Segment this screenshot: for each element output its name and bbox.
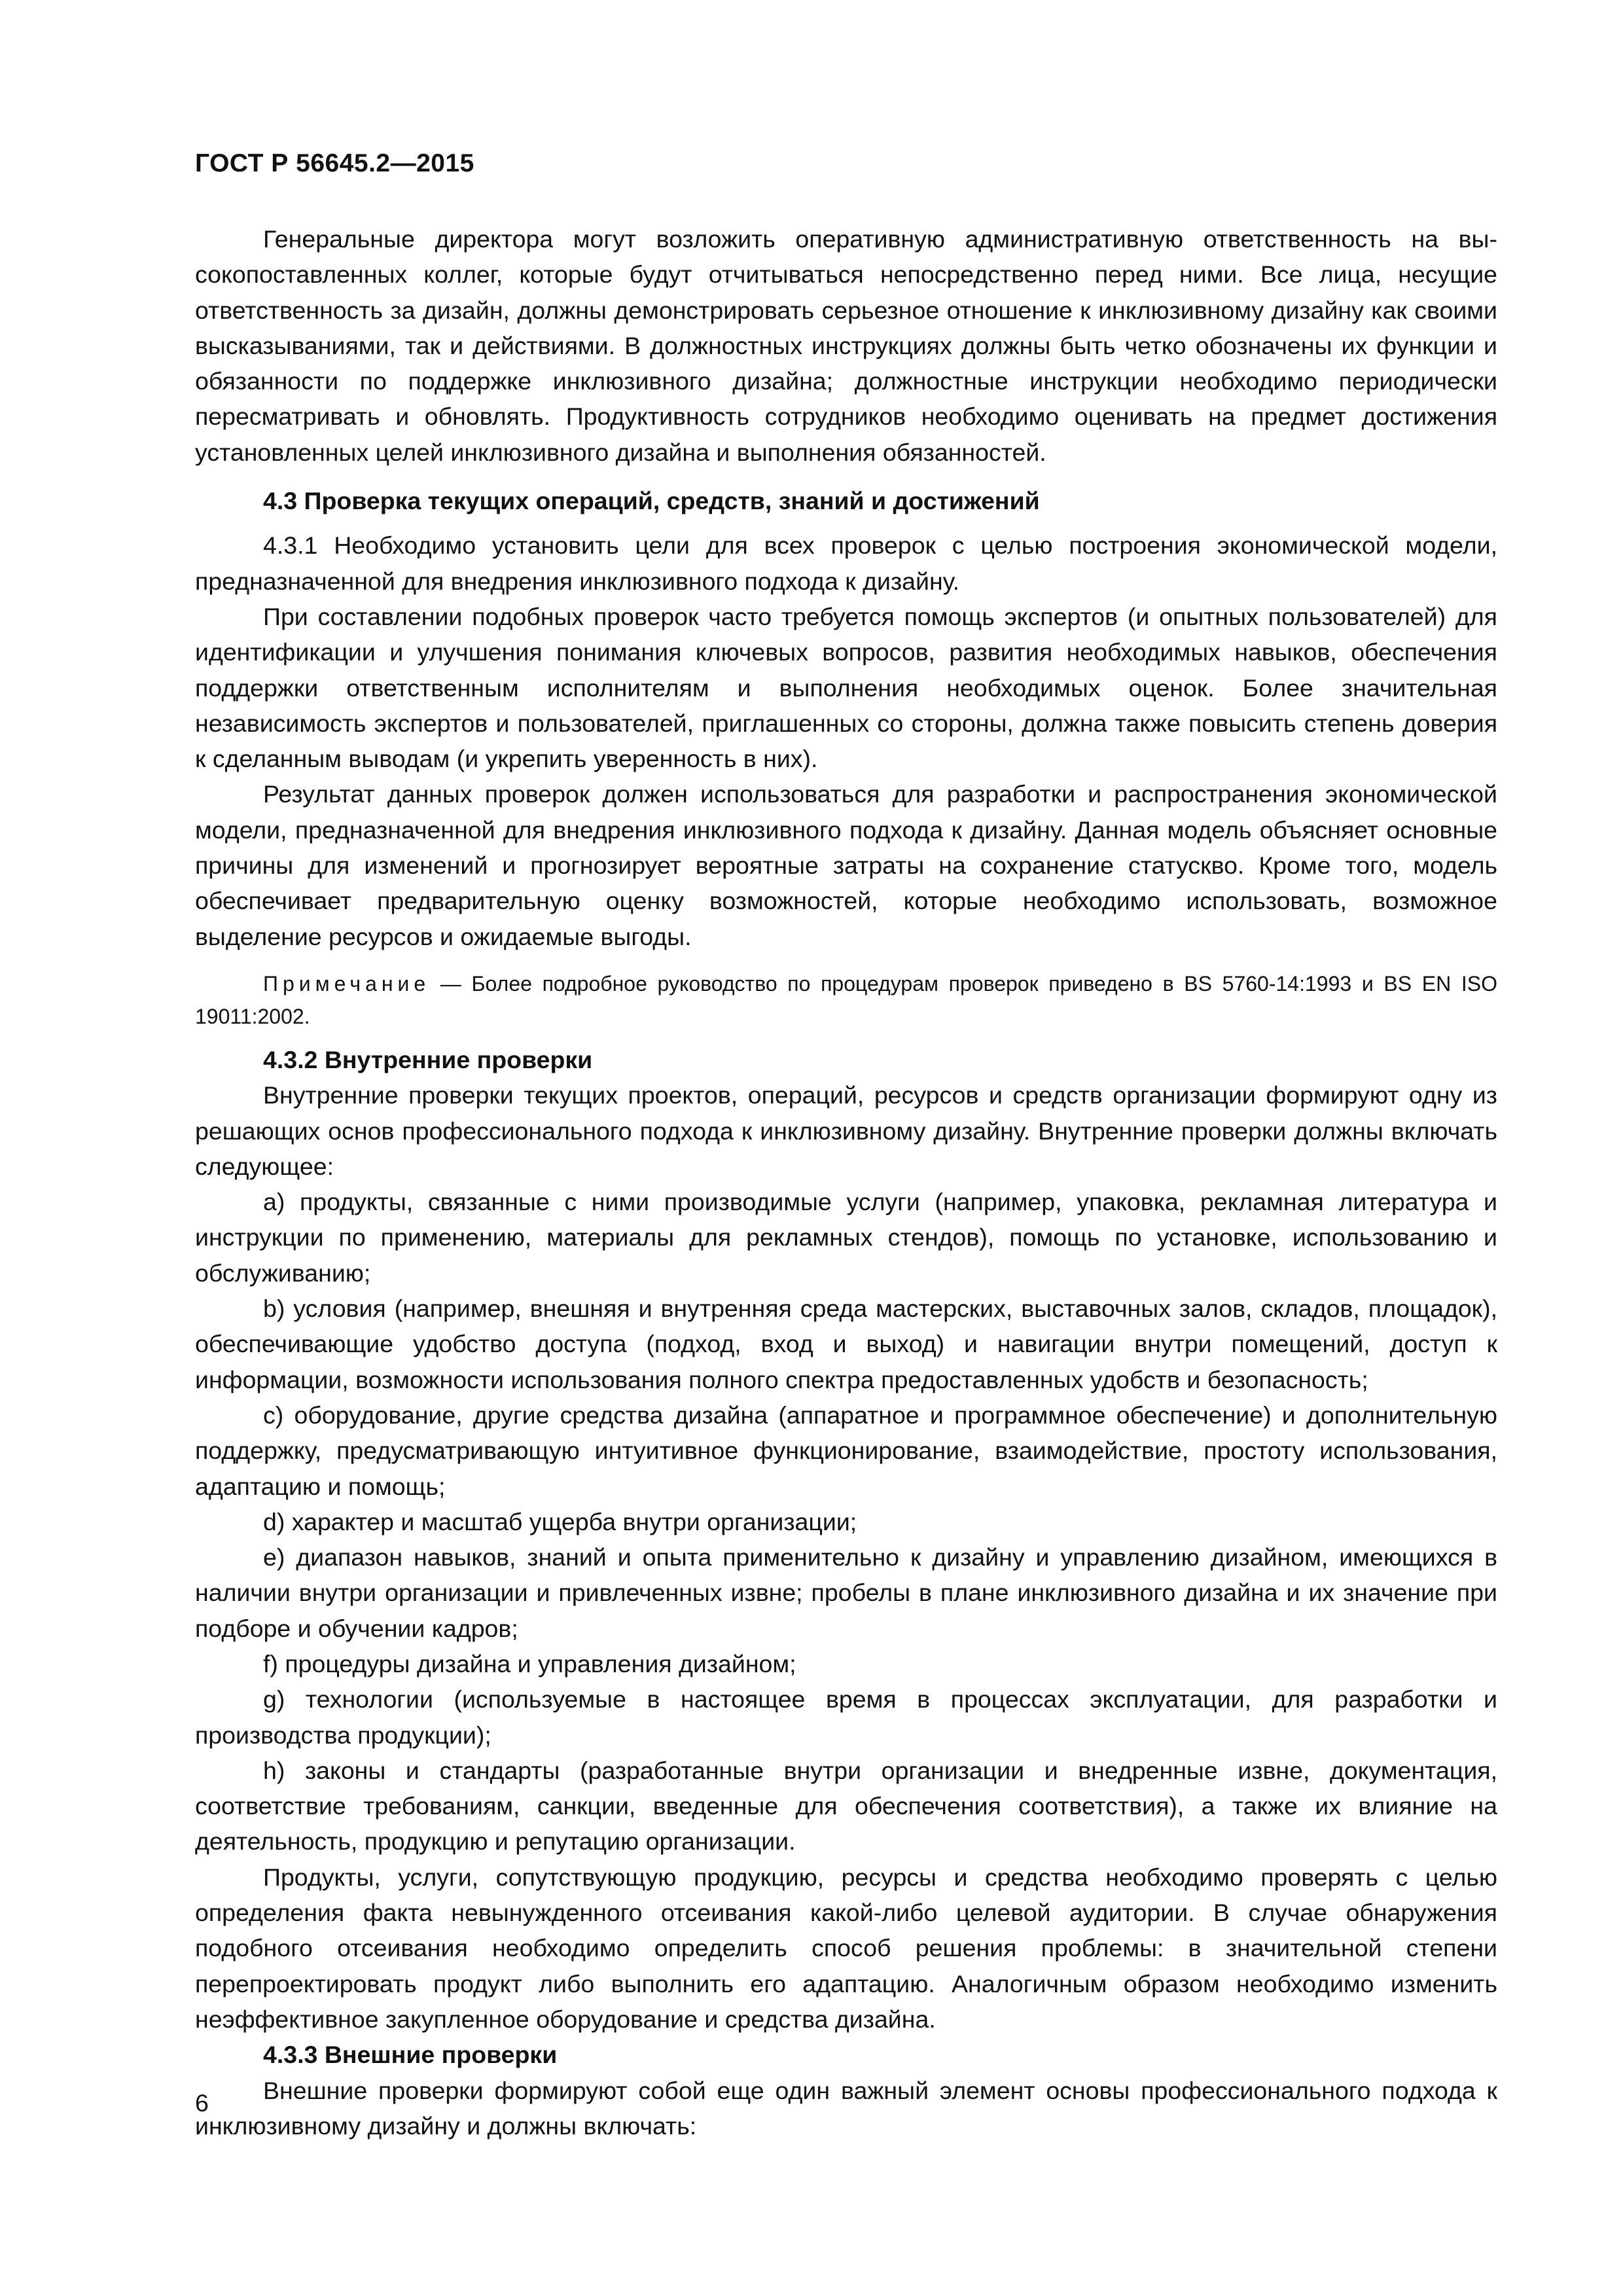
list-item-g: g) технологии (используемые в настоящее время в процессах эксплуатации, для разработки и производства продукции); <box>195 1685 1497 1749</box>
note-label: Примечание <box>263 971 431 996</box>
section-heading-4-3-2: 4.3.2 Внутренние проверки <box>263 1045 593 1073</box>
paragraph-experts: При составлении подобных проверок часто требуется помощь экспертов (и опытных пользователей) для идентификации и улучшения понимания ключевых вопросов, развития необходимых навыков, обеспечения поддержки ответственным исполнителям и выполнения необходимых оценок. Более значительная независимость экспертов и пользователей, приглашенных со стороны, должна также повысить степень доверия к сделанным выводам (и укрепить уверенность в них). <box>195 602 1497 773</box>
note-paragraph <box>195 967 1497 1033</box>
paragraph-intro: Генеральные директора могут возложить оперативную административную ответственность на высокопоставленных коллег, которые будут отчитываться непосредственно перед ними. Все лица, несущие ответственность за дизайн, должны демонстрировать серьезное отношение к инклюзивному дизайну как своими высказываниями, так и действиями. В должностных инструкциях должны быть четко обозначены их функции и обязанности по поддержке инклюзивного дизайна; должностные инструкции необходимо периодически пересматривать и обновлять. Продуктивность сотрудников необходимо оценивать на предмет достижения установленных целей инклюзивного дизайна и выполнения обязанностей. <box>195 225 1497 466</box>
list-item-a: a) продукты, связанные с ними производимые услуги (например, упаковка, рекламная литература и инструкции по применению, материалы для рекламных стендов), помощь по установке, использованию и обслуживанию; <box>195 1188 1497 1287</box>
standard-header: ГОСТ Р 56645.2—2015 <box>195 149 474 177</box>
list-item-e: e) диапазон навыков, знаний и опыта применительно к дизайну и управлению дизайном, имеющихся в наличии внутри организации и привлеченных извне; пробелы в плане инклюзивного дизайна и их значение при подборе и обучении кадров; <box>195 1543 1497 1642</box>
paragraph-result: Результат данных проверок должен использоваться для разработки и распространения экономической модели, предназначенной для внедрения инклюзивного подхода к дизайну. Данная модель объясняет основные причины для изменений и прогнозирует вероятные затраты на сохранение статускво. Кроме того, модель обеспечивает предварительную оценку возможностей, которые необходимо использовать, возможное выделение ресурсов и ожидаемые выгоды. <box>195 780 1497 950</box>
paragraph-products: Продукты, услуги, сопутствующую продукцию, ресурсы и средства необходимо проверять с целью определения факта невынужденного отсеивания какой-либо целевой аудитории. В случае обнаружения подобного отсеивания необходимо определить способ решения проблемы: в значительной степени перепроектировать продукт либо выполнить его адаптацию. Аналогичным образом необходимо изменить неэффективное закупленное оборудование и средства дизайна. <box>195 1863 1497 2033</box>
list-item-f: f) процедуры дизайна и управления дизайном; <box>263 1649 796 1677</box>
page-number: 6 <box>195 2089 209 2117</box>
list-item-b: b) условия (например, внешняя и внутренняя среда мастерских, выставочных залов, складов, площадок), обеспечивающие удобство доступа (подход, вход и выход) и навигации внутри помещений, доступ к информации, возможности использования полного спектра предоставленных удобств и безопасность; <box>195 1295 1497 1393</box>
paragraph-4-3-1: 4.3.1 Необходимо установить цели для всех проверок с целью построения экономической модели, предназначенной для внедрения инклюзивного подхода к дизайну. <box>195 531 1497 595</box>
section-heading-4-3: 4.3 Проверка текущих операций, средств, знаний и достижений <box>263 487 1040 515</box>
list-item-d: d) характер и масштаб ущерба внутри организации; <box>263 1507 857 1535</box>
list-item-h: h) законы и стандарты (разработанные внутри организации и внедренные извне, документация, соответствие требованиям, санкции, введенные для обеспечения соответствия), а также их влияние на деятельность, продукцию и репутацию организации. <box>195 1756 1497 1856</box>
section-heading-4-3-3: 4.3.3 Внешние проверки <box>263 2041 558 2069</box>
list-item-c: c) оборудование, другие средства дизайна (аппаратное и программное обеспечение) и дополнительную поддержку, предусматривающую интуитивное функционирование, взаимодействие, простоту использования, адаптацию и помощь; <box>195 1401 1497 1500</box>
document-body <box>195 221 1497 2144</box>
paragraph-external: Внешние проверки формируют собой еще один важный элемент основы профессионального подхода к инклюзивному дизайну и должны включать: <box>195 2076 1497 2140</box>
note-text: — Более подробное руководство по процедурам проверок приведено в BS 5760-14:1993 и BS EN ISO 19011:2002. <box>195 971 1497 1028</box>
paragraph-internal: Внутренние проверки текущих проектов, операций, ресурсов и средств организации формируют одну из решающих основ профессионального подхода к инклюзивному дизайну. Внутренние проверки должны включать следующее: <box>195 1081 1497 1180</box>
